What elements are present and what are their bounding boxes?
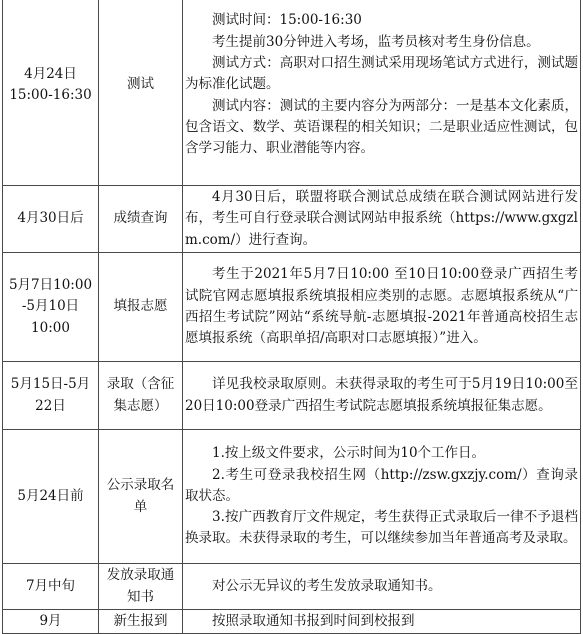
- date-text: 5月7日10:00 -5月10日 10:00: [8, 277, 93, 336]
- item-text: 公示录取名单: [106, 477, 175, 515]
- table-row: [3, 0, 581, 186]
- table-row: [3, 362, 581, 430]
- description-paragraph: 2.考生可登录我校招生网（http://zsw.gxzjy.com/）查询录取状态。: [185, 466, 578, 504]
- table-row: [3, 430, 581, 564]
- description-paragraph: 对公示无异议的考生发放录取通知书。: [212, 577, 442, 594]
- date-text: 7月中旬: [25, 577, 76, 594]
- item-cell: [99, 362, 183, 430]
- date-text: 4月24日 15:00-16:30: [9, 65, 92, 103]
- description-paragraph: 测试方式：高职对口招生测试采用现场笔试方式进行，测试题为标准化试题。: [185, 55, 578, 93]
- date-text: 5月24日前: [17, 487, 84, 504]
- table-row: [3, 610, 581, 634]
- description-paragraph: 测试内容：测试的主要内容分为两部分：一是基本文化素质，包含语文、数学、英语课程的相关知识；二是职业适应性测试，包含学习能力、职业潜能等内容。: [185, 97, 578, 157]
- description-cell: [183, 0, 581, 186]
- table-row: [3, 253, 581, 362]
- description-paragraph: 考生提前30分钟进入考场，监考员核对考生身份信息。: [212, 33, 540, 50]
- date-text: 5月15日-5月22日: [10, 376, 91, 414]
- description-cell: [183, 564, 581, 610]
- description-paragraph: 详见我校录取原则。未获得录取的考生可于5月19日10:00至20日10:00登录广西招生考试院志愿填报系统填报征集志愿。: [185, 376, 578, 414]
- item-text: 填报志愿: [113, 298, 168, 315]
- item-cell: [99, 564, 183, 610]
- description-paragraph: 1.按上级文件要求，公示时间为10个工作日。: [212, 445, 486, 462]
- date-cell: [3, 186, 99, 253]
- date-cell: [3, 564, 99, 610]
- description-paragraph: 考生于2021年5月7日10:00 至10日10:00登录广西招生考试院官网志愿填报系统填报相应类别的志愿。志愿填报系统从“广西招生考试院”网站“系统导航-志愿填报-2021年普通高校招生志愿填报系统（高职单招/高职对口志愿填报）”进入。: [185, 266, 578, 347]
- description-cell: [183, 253, 581, 362]
- date-text: 4月30日后: [17, 210, 84, 227]
- date-cell: [3, 253, 99, 362]
- item-text: 测试: [127, 76, 154, 93]
- description-cell: [183, 362, 581, 430]
- description-paragraph: 按照录取通知书报到时间到校报到: [212, 613, 415, 629]
- description-paragraph: 3.按广西教育厅文件规定，考生获得正式录取后一律不予退档换录取。未获得录取的考生，可以继续参加当年普通高考及录取。: [185, 509, 578, 547]
- item-text: 发放录取通知书: [106, 567, 175, 605]
- item-text: 录取（含征集志愿）: [106, 376, 175, 414]
- enrollment-schedule-table: [2, 0, 581, 634]
- description-paragraph: 测试时间：15:00-16:30: [212, 12, 362, 29]
- date-cell: [3, 610, 99, 634]
- date-cell: [3, 430, 99, 564]
- date-cell: [3, 362, 99, 430]
- item-text: 成绩查询: [113, 210, 168, 227]
- table-row: [3, 564, 581, 610]
- description-cell: [183, 186, 581, 253]
- description-cell: [183, 610, 581, 634]
- item-cell: [99, 186, 183, 253]
- description-cell: [183, 430, 581, 564]
- date-text: 9月: [39, 613, 62, 629]
- item-cell: [99, 253, 183, 362]
- item-text: 新生报到: [113, 613, 168, 629]
- table-row: [3, 186, 581, 253]
- item-cell: [99, 0, 183, 186]
- item-cell: [99, 610, 183, 634]
- date-cell: [3, 0, 99, 186]
- item-cell: [99, 430, 183, 564]
- description-paragraph: 4月30日后，联盟将联合测试总成绩在联合测试网站进行发布，考生可自行登录联合测试网站申报系统（https://www.gxgzlm.com/）进行查询。: [185, 189, 578, 248]
